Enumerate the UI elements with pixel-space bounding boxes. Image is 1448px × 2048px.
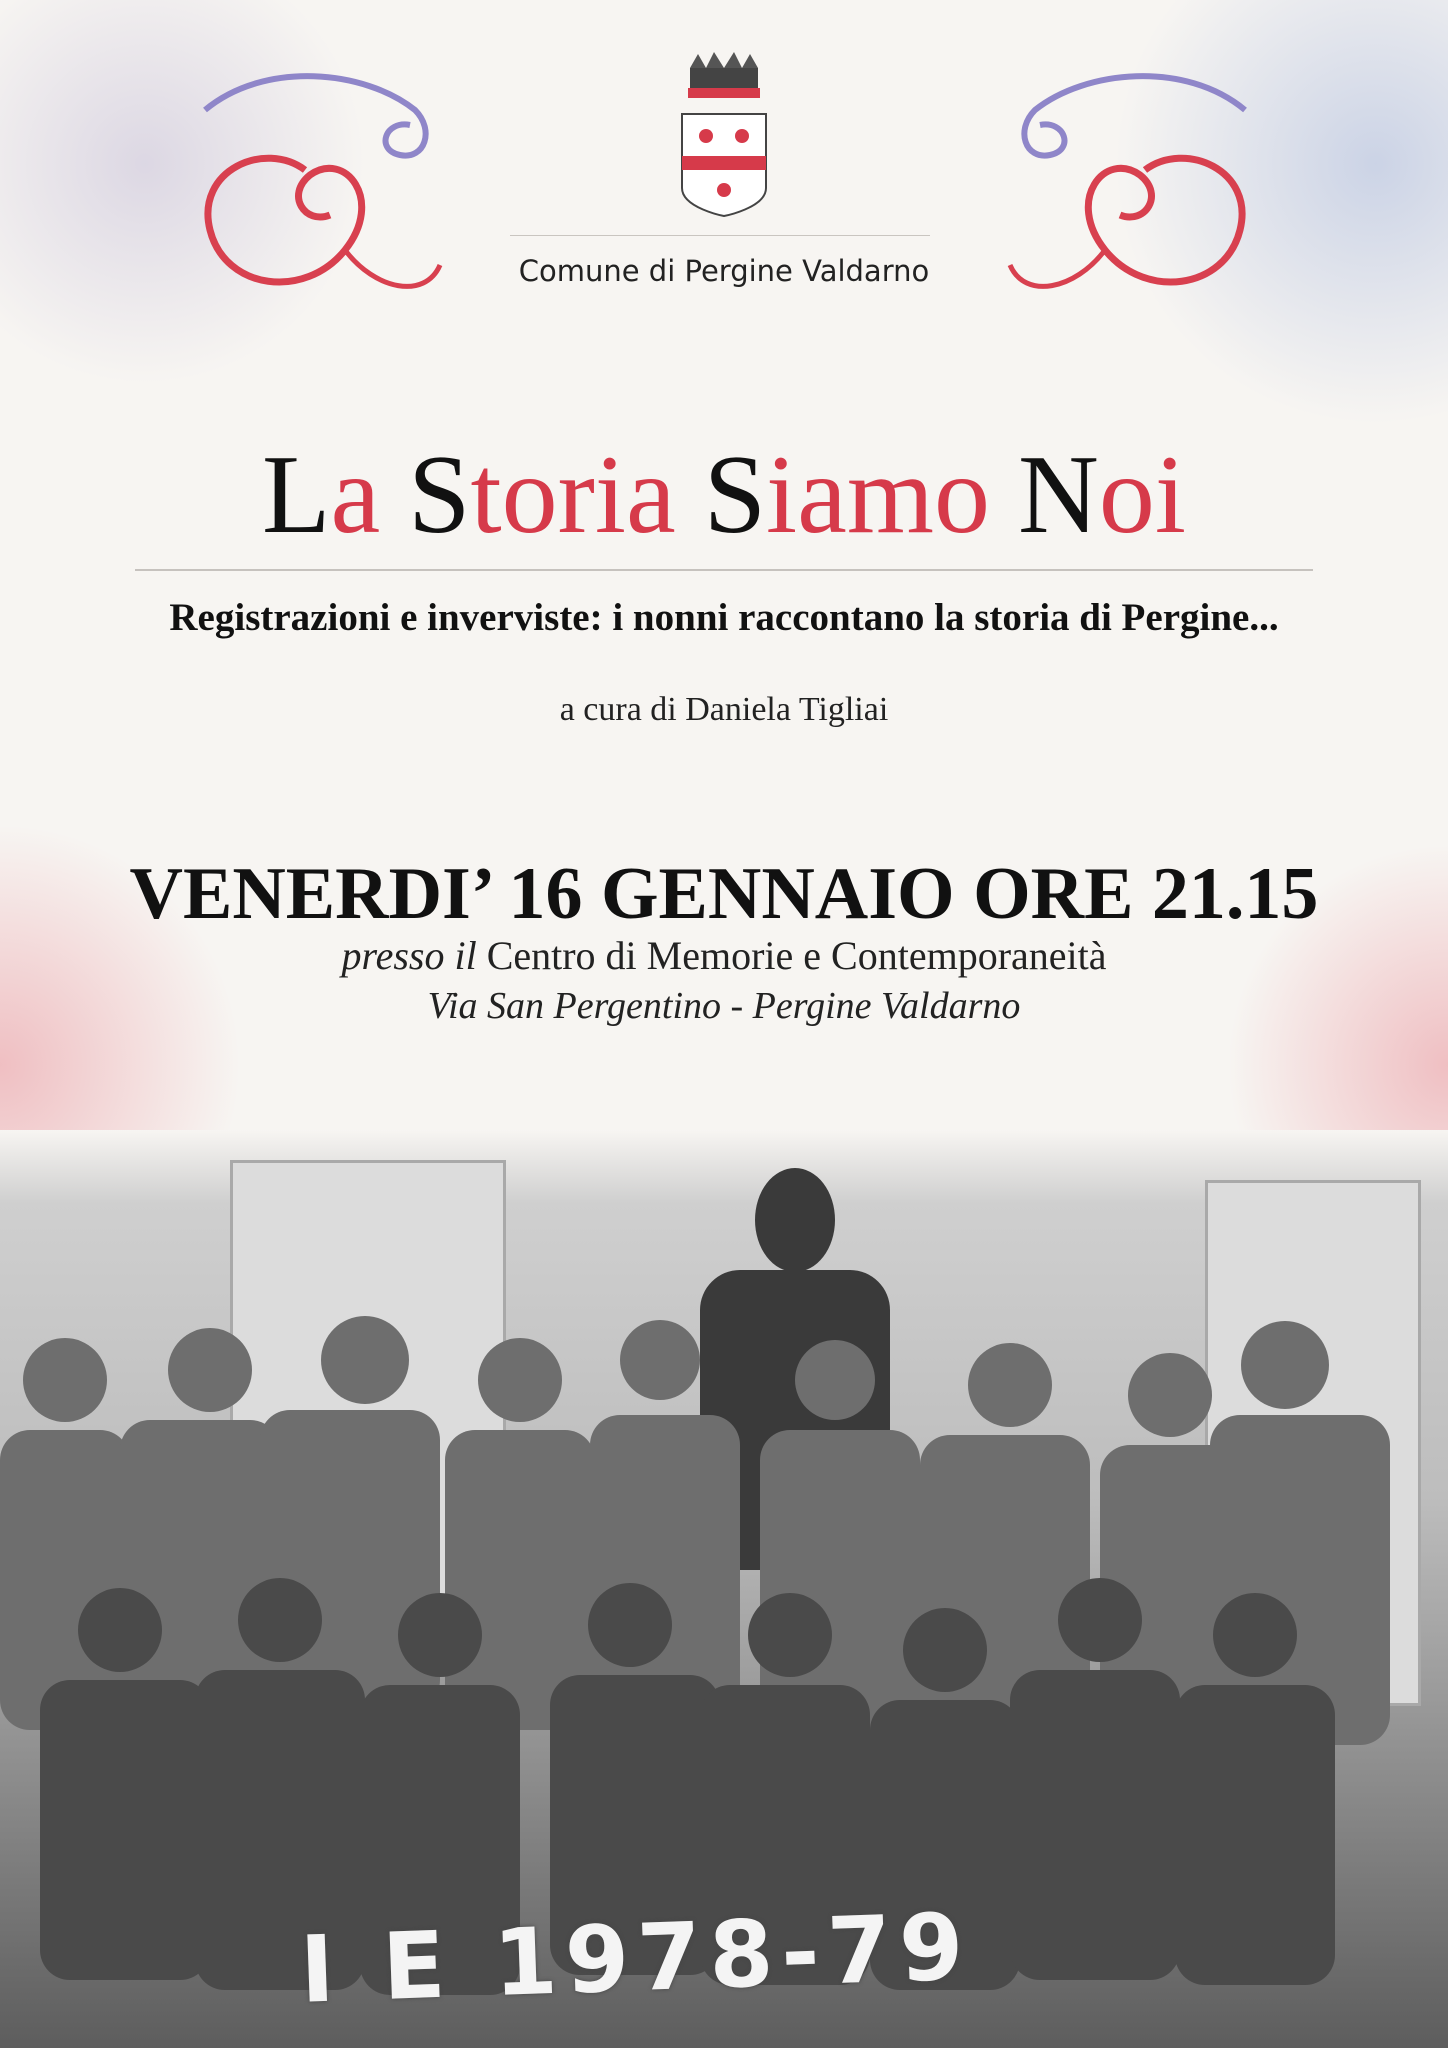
subtitle: Registrazioni e inverviste: i nonni raccontano la storia di Pergine... [169,596,1279,639]
title-word: Storia [408,433,676,557]
poster-title [0,430,1448,560]
venue-prefix: presso il [341,933,477,978]
title-word: Noi [1017,433,1186,557]
venue-name: Centro di Memorie e Contemporaneità [486,933,1107,978]
title-word: Siamo [703,433,990,557]
photo-caption: I E 1978-79 [298,1893,974,2024]
comune-name: Comune di Pergine Valdarno [518,254,930,288]
event-venue [0,932,1448,979]
title-word: La [262,433,381,557]
municipal-crest-icon [668,48,780,218]
title-divider [135,569,1313,571]
event-address: Via San Pergentino - Pergine Valdarno [427,985,1021,1027]
header-divider [510,235,930,236]
event-date: VENERDI’ 16 GENNAIO ORE 21.15 [129,853,1319,935]
curator-credit: a cura di Daniela Tigliai [559,691,889,728]
